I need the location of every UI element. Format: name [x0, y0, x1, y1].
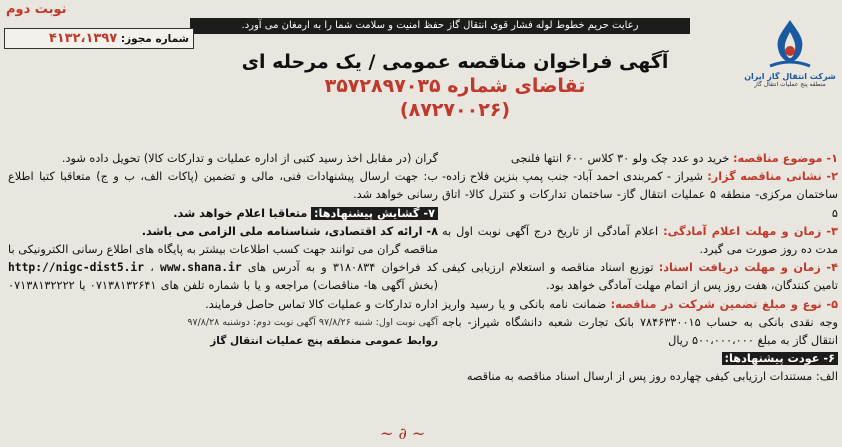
item-4-text: توزیع اسناد مناقصه و استعلام ارزیابی کیفی تامین کنندگان، هفت روز پس از اتمام مهلت آمادگی خواهد بود.: [442, 261, 838, 293]
license-box: [4, 28, 194, 49]
headline-request-number: تقاضای شماره ۳۵۷۲۸۹۷۰۳۵: [324, 75, 586, 97]
license-label: شماره مجوز:: [120, 33, 189, 45]
round-label: نوبت دوم: [6, 2, 67, 17]
item-4: [442, 259, 838, 295]
item-6-a: الف: مستندات ارزیابی کیفی چهارده روز پس از ارسال اسناد مناقصه به مناقصه: [466, 370, 838, 384]
license-number: ۴۱۳۲،۱۳۹۷: [48, 31, 118, 46]
item-1-text: خرید دو عدد چک ولو ۳۰ کلاس ۶۰۰ انتها فلنجی: [510, 152, 730, 165]
website-link-nigc[interactable]: http://nigc-dist5.ir: [8, 261, 145, 275]
safety-banner: رعایت حریم خطوط لوله فشار قوی انتقال گاز حفظ امنیت و سلامت شما را به ارمغان می آورد.: [190, 18, 690, 34]
company-region: منطقه پنج عملیات انتقال گاز: [754, 81, 826, 88]
item-6-continued: گران (در مقابل اخذ رسید کتبی از اداره عملیات و تدارکات کالا) تحویل داده شود.: [61, 152, 438, 165]
item-5: [442, 296, 838, 351]
item-3-text: اعلام آمادگی از تاریخ درج آگهی نوبت اول به مدت ده روز صورت می گیرد.: [442, 224, 838, 257]
signature: روابط عمومی منطقه پنج عملیات انتقال گاز: [210, 335, 438, 348]
item-2-label: ۲- نشانی مناقصه گزار:: [707, 170, 838, 184]
item-4-label: ۴- زمان و مهلت دریافت اسناد:: [658, 261, 838, 275]
item-8: ۸- ارائه کد اقتصادی، شناسنامه ملی الزامی می باشد.: [141, 224, 438, 238]
publish-dates: آگهی نوبت اول: شنبه ۹۷/۸/۲۶ آگهی نوبت دوم: دوشنبه ۹۷/۸/۲۸: [187, 316, 438, 328]
item-3: [442, 223, 838, 259]
right-column: [442, 150, 838, 387]
item-3-label: ۳- زمان و مهلت اعلام آمادگی:: [663, 224, 838, 238]
flame-logo-icon: [760, 18, 820, 70]
item-1-label: ۱- موضوع مناقصه:: [733, 152, 838, 165]
info-note-part1: مناقصه گران می توانند جهت کسب اطلاعات بیشتر به پایگاه های اطلاع رسانی الکترونیکی با کد فراخوان ۳۱۸۰۸۳۴ و به آدرس های: [8, 243, 438, 275]
left-column: [8, 150, 438, 350]
item-7-label: ۷- گشایش پیشنهادها:: [311, 207, 438, 220]
item-2: [442, 168, 838, 223]
item-7: [8, 205, 438, 223]
item-6: [442, 350, 838, 368]
item-2-text: شیراز - کمربندی احمد آباد- جنب پمپ بنزین فلاح زاده- ساختمان مرکزی- منطقه ۵ عملیات انتقال گاز- ساختمان تدارکات و کنترل کالا- اتاق ۵: [442, 170, 838, 220]
website-link-shana[interactable]: www.shana.ir: [160, 261, 242, 275]
info-note: مناقصه گران می توانند جهت کسب اطلاعات بیشتر به پایگاه های اطلاع رسانی الکترونیکی با کد فراخوان ۳۱۸۰۸۳۴ و به آدرس های http://nigc-dist5.ir ، www.shana.ir (بخش آگهی ها- مناقصات) مراجعه و یا با شماره تلفن های ۰۷۱۳۸۱۳۲۶۴۱ یا ۰۷۱۳۸۱۳۲۲۲۲ اداره تدارکات و عملیات کالا تماس حاصل فرمایند.: [8, 243, 438, 311]
item-5-text: ضمانت نامه بانکی و یا رسید واریز وجه نقدی بانکی به حساب ۷۸۴۶۳۳۰۰۱۵ بانک تجارت شعبه دانشگاه شیراز- باجه انتقال گاز به مبلغ ۵۰۰،۰۰۰،۰۰۰ ریال: [442, 297, 838, 348]
item-5-label: ۵- نوع و مبلغ تضمین شرکت در مناقصه:: [610, 297, 839, 311]
headline-title: آگهی فراخوان مناقصه عمومی / یک مرحله ای: [241, 51, 669, 73]
company-logo: [740, 18, 840, 96]
company-name: شرکت انتقال گاز ایران: [744, 72, 836, 81]
handwritten-mark: ~ ∂ ~: [380, 424, 426, 443]
headline-code: (۸۷۲۷۰۰۲۶): [399, 99, 511, 121]
item-6-b: ب: جهت ارسال پیشنهادات فنی، مالی و تضمین (پاکات الف، ب و ج) متعاقبا کتبا اطلاع رسانی خواهد شد.: [8, 170, 438, 202]
info-note-part2: (بخش آگهی ها- مناقصات) مراجعه و یا با شماره تلفن های ۰۷۱۳۸۱۳۲۶۴۱ یا ۰۷۱۳۸۱۳۲۲۲۲ اداره تدارکات و عملیات کالا تماس حاصل فرمایند.: [8, 279, 438, 311]
item-6-label: ۶- عودت پیشنهادها:: [722, 352, 838, 365]
item-7-text: متعاقبا اعلام خواهد شد.: [173, 206, 308, 220]
headline: [200, 50, 710, 122]
item-1: [442, 150, 838, 168]
